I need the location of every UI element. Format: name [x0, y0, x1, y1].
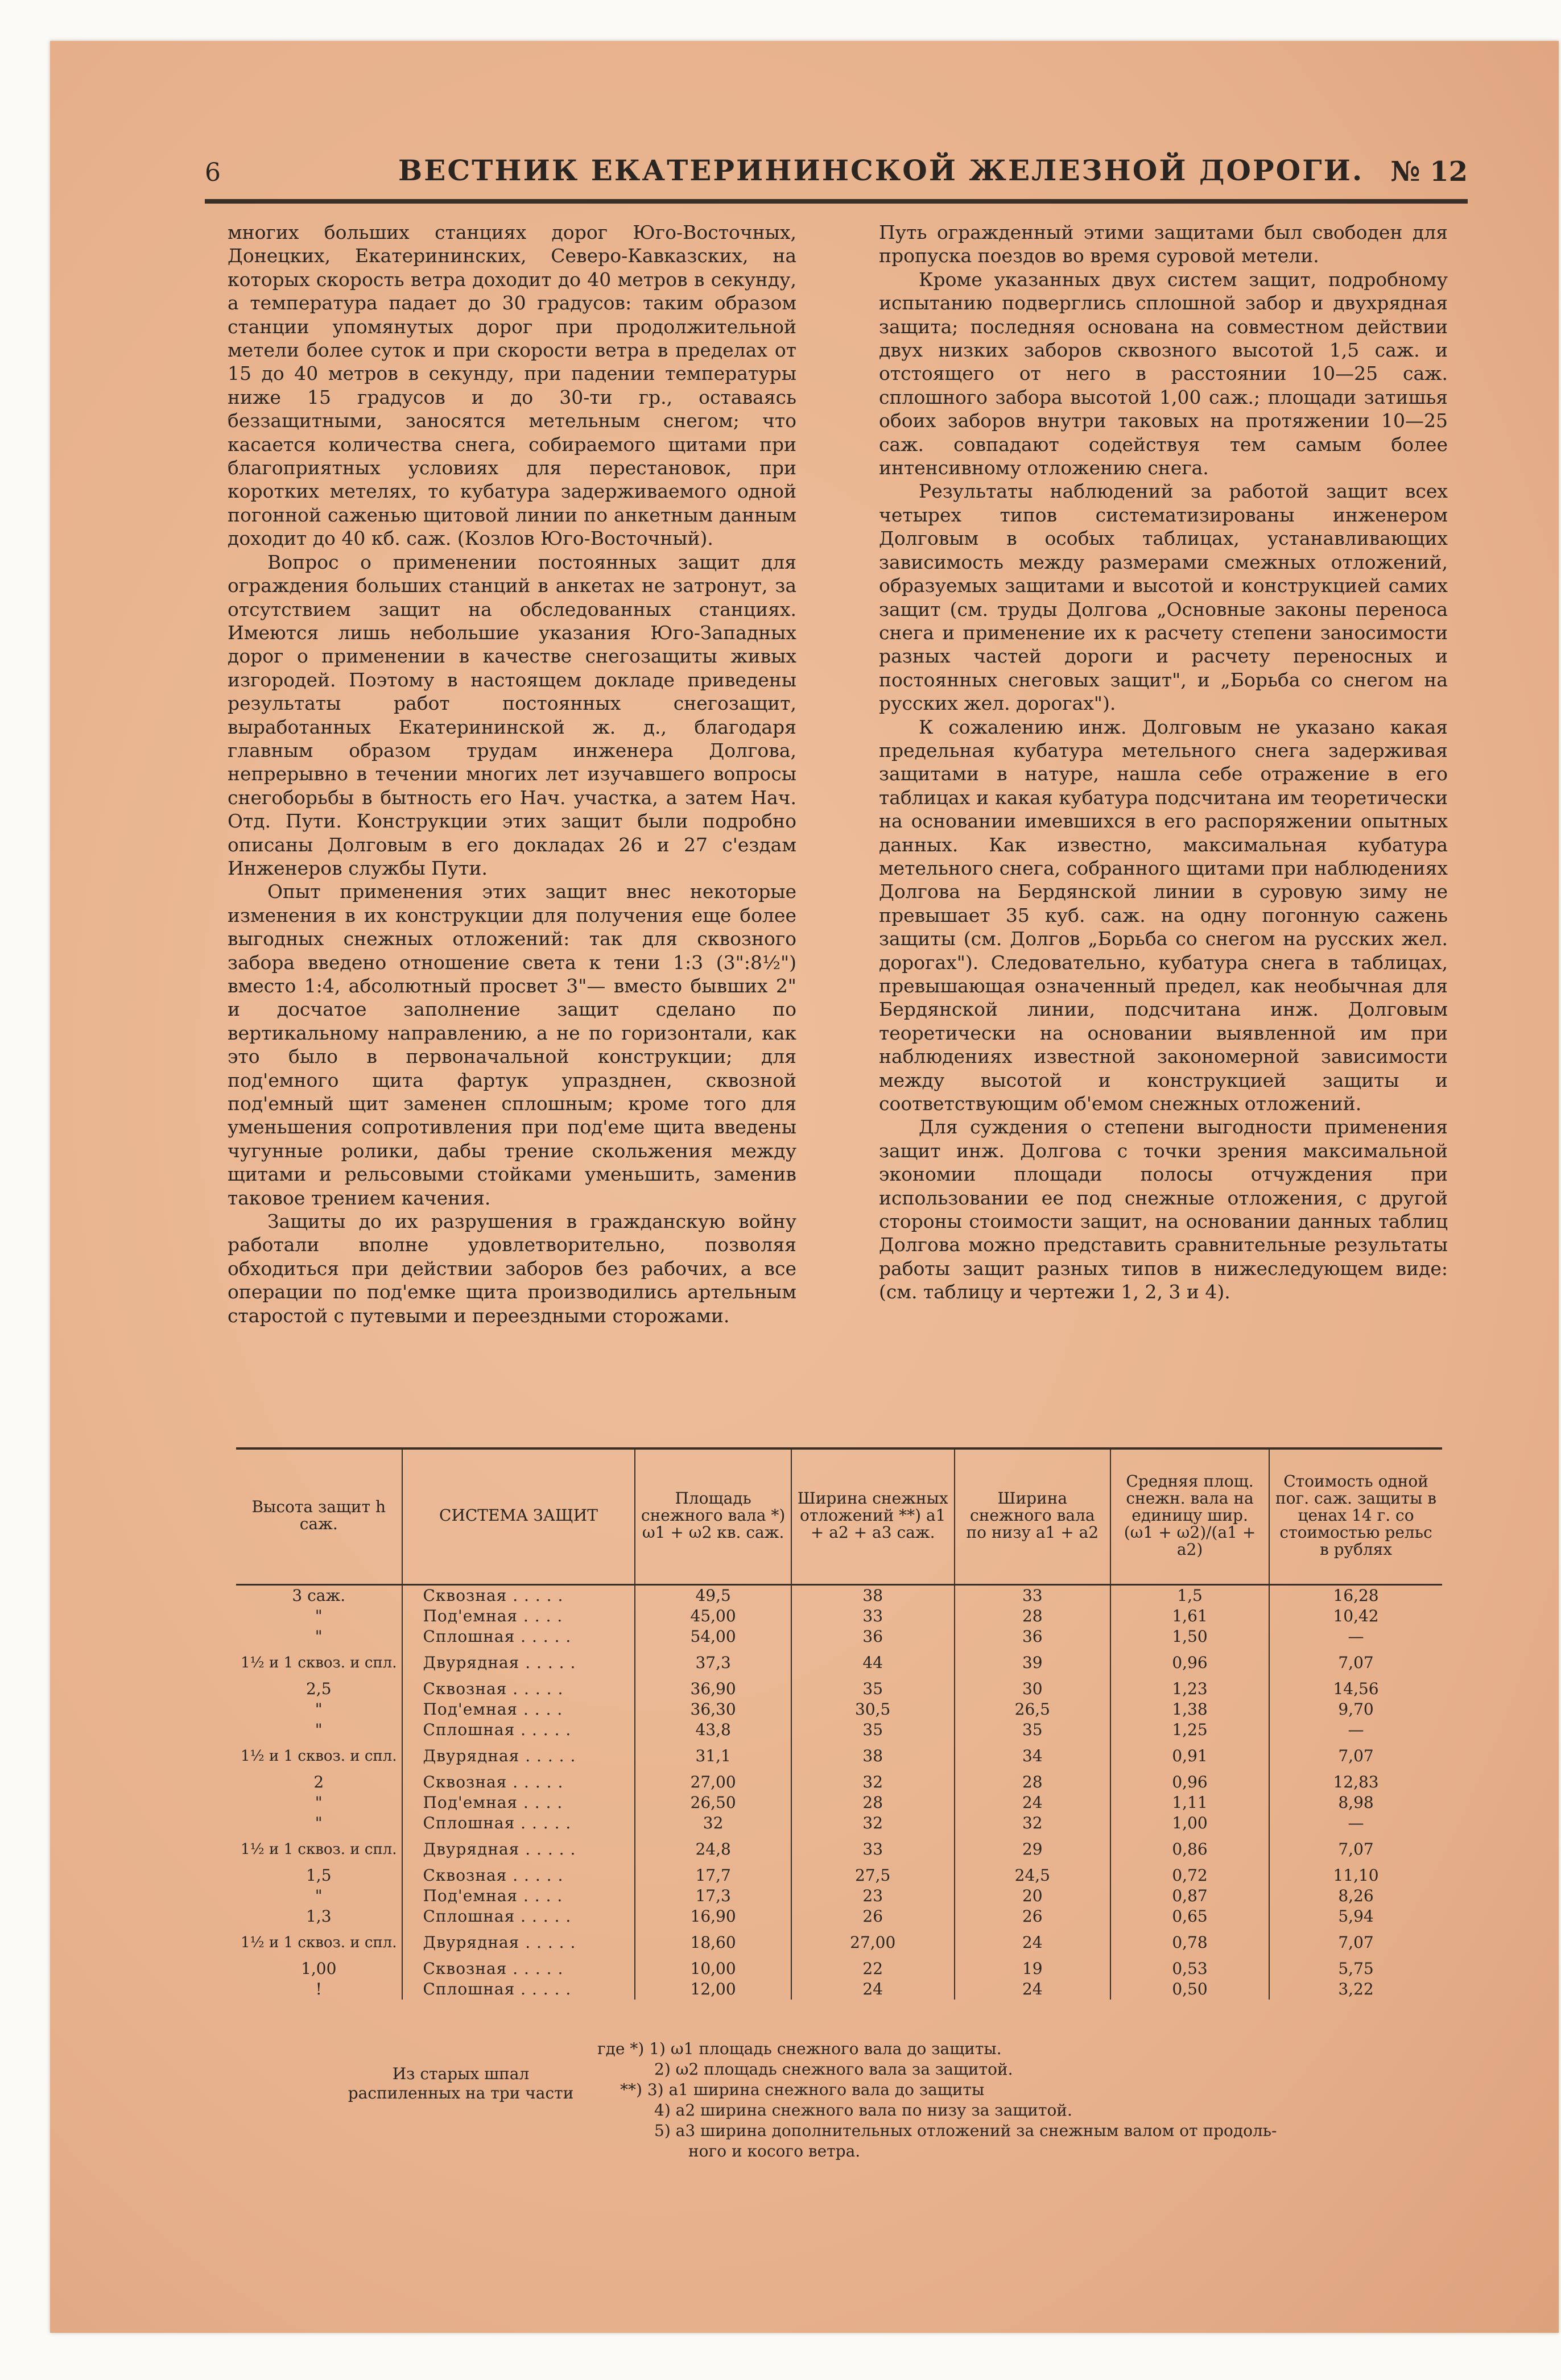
table-row	[236, 1647, 1442, 1679]
area-cell: 37,3	[635, 1647, 791, 1679]
avg-cell: 1,50	[1110, 1626, 1269, 1647]
area-cell: 10,00	[635, 1959, 791, 1979]
height-cell: !	[315, 1980, 322, 1998]
cost-cell: 9,70	[1269, 1699, 1442, 1720]
width-cell: 35	[791, 1679, 955, 1699]
cost-cell: 12,83	[1269, 1772, 1442, 1793]
paragraph: К сожалению инж. Долговым не указано какая предельная кубатура метельного снега задерживая защитами в натуре, нашла себе отражение в его таблицах и какая кубатура подсчитана им теоретически на основании имевшихся в его распоряжении опытных данных. Как известно, максимальная кубатура метельного снега, собранного щитами при наблюдениях Долгова на Бердянской линии в суровую зиму не превышает 35 куб. саж. на одну погонную сажень защиты (см. Долгов „Борьба со снегом на русских жел. дорогах"). Следовательно, кубатура снега в таблицах, превышающая означенный предел, как необычная для Бердянской линии, подсчитана инж. Долговым теоретически на основании выявленной им при наблюдениях известной закономерной зависимости между высотой и конструкцией защиты и соответствующим об'емом снежных отложений.	[879, 715, 1448, 1115]
height-cell: "	[315, 1814, 323, 1832]
height-cell: "	[315, 1793, 323, 1812]
footnote: **) 3) a1 ширина снежного вала до защиты	[620, 2080, 985, 2099]
base-cell: 30	[955, 1679, 1110, 1699]
height-cell: 1½ и 1 сквоз. и спл.	[241, 1841, 397, 1858]
column-header: Ширина снежных отложений **) a1 + a2 + a3 саж.	[791, 1447, 955, 1585]
table-row	[236, 1720, 1442, 1740]
paragraph: Защиты до их разрушения в гражданскую войну работали вполне удовлетворительно, позволяя обходиться при действии заборов без рабочих, а все операции по под'емке щита производились артельным старостой с путевыми и переездными сторожами.	[228, 1210, 796, 1327]
width-cell: 28	[791, 1793, 955, 1813]
table-row	[236, 1833, 1442, 1865]
base-cell: 24,5	[955, 1865, 1110, 1886]
table-row	[236, 1585, 1442, 1607]
page-header	[205, 154, 1468, 193]
base-cell: 24	[955, 1979, 1110, 2000]
footnote: 4) a2 ширина снежного вала по низу за защитой.	[654, 2101, 1072, 2120]
area-cell: 31,1	[635, 1740, 791, 1772]
cost-cell: 10,42	[1269, 1606, 1442, 1626]
height-cell: 2	[313, 1773, 324, 1791]
width-cell: 35	[791, 1720, 955, 1740]
side-note: Из старых шпал распиленных на три части	[348, 2064, 574, 2102]
issue-number: № 12	[1390, 156, 1468, 188]
footnote: где *) 1) ω1 площадь снежного вала до защиты.	[597, 2039, 1002, 2058]
table-footnotes	[597, 2039, 1439, 2162]
table-body	[236, 1585, 1442, 2000]
base-cell: 35	[955, 1720, 1110, 1740]
area-cell: 17,3	[635, 1886, 791, 1906]
column-header: СИСТЕМА ЗАЩИТ	[402, 1447, 635, 1585]
system-cell: Сквозная . . . . .	[402, 1865, 635, 1886]
base-cell: 28	[955, 1772, 1110, 1793]
table-row	[236, 1865, 1442, 1886]
system-cell: Под'емная . . . .	[402, 1699, 635, 1720]
cost-cell: 8,98	[1269, 1793, 1442, 1813]
footnote: ного и косого ветра.	[688, 2142, 861, 2160]
width-cell: 23	[791, 1886, 955, 1906]
system-cell: Двурядная . . . . .	[402, 1647, 635, 1679]
column-header: Высота защит h саж.	[236, 1447, 402, 1585]
table-row	[236, 1606, 1442, 1626]
width-cell: 30,5	[791, 1699, 955, 1720]
right-column	[879, 221, 1448, 1443]
table-row	[236, 1679, 1442, 1699]
system-cell: Двурядная . . . . .	[402, 1833, 635, 1865]
table-row	[236, 1813, 1442, 1833]
base-cell: 24	[955, 1793, 1110, 1813]
avg-cell: 0,91	[1110, 1740, 1269, 1772]
table-header-row	[236, 1447, 1442, 1585]
avg-cell: 0,72	[1110, 1865, 1269, 1886]
area-cell: 16,90	[635, 1906, 791, 1927]
area-cell: 17,7	[635, 1865, 791, 1886]
height-cell: "	[315, 1700, 323, 1719]
height-cell: 1½ и 1 сквоз. и спл.	[241, 1654, 397, 1671]
header-rule	[205, 199, 1468, 204]
width-cell: 33	[791, 1833, 955, 1865]
table-row	[236, 1959, 1442, 1979]
avg-cell: 1,5	[1110, 1585, 1269, 1607]
left-column	[228, 221, 796, 1443]
table-row	[236, 1906, 1442, 1927]
width-cell: 44	[791, 1647, 955, 1679]
cost-cell: 7,07	[1269, 1833, 1442, 1865]
snow-protection-table	[236, 1447, 1442, 2000]
avg-cell: 0,86	[1110, 1833, 1269, 1865]
height-cell: "	[315, 1627, 323, 1646]
width-cell: 27,00	[791, 1927, 955, 1959]
height-cell: 1,3	[305, 1907, 332, 1926]
paragraph: многих больших станциях дорог Юго-Восточных, Донецких, Екатерининских, Северо-Кавказских, на которых скорость ветра доходит до 40 метров в секунду, а температура падает до 30 градусов: таким образом станции упомянутых дорог при продолжительной метели более суток и при скорости ветра в пределах от 15 до 40 метров в секунду, при падении температуры ниже 15 градусов и до 30-ти гр., оставаясь беззащитными, заносятся метельным снегом; что касается количества снега, собираемого щитами при благоприятных условиях для перестановок, при коротких метелях, то кубатура задерживаемого одной погонной саженью щитовой линии по анкетным данным доходит до 40 кб. саж. (Козлов Юго-Восточный).	[228, 221, 796, 550]
base-cell: 28	[955, 1606, 1110, 1626]
width-cell: 36	[791, 1626, 955, 1647]
paragraph: Путь огражденный этими защитами был свободен для пропуска поездов во время суровой метели.	[879, 221, 1448, 267]
width-cell: 32	[791, 1813, 955, 1833]
cost-cell: 11,10	[1269, 1865, 1442, 1886]
table-row	[236, 1626, 1442, 1647]
table-row	[236, 1979, 1442, 2000]
cost-cell: 16,28	[1269, 1585, 1442, 1607]
system-cell: Сплошная . . . . .	[402, 1720, 635, 1740]
footnote: 2) ω2 площадь снежного вала за защитой.	[654, 2060, 1013, 2079]
cost-cell: 8,26	[1269, 1886, 1442, 1906]
height-cell: "	[315, 1886, 323, 1905]
base-cell: 34	[955, 1740, 1110, 1772]
system-cell: Под'емная . . . .	[402, 1793, 635, 1813]
cost-cell: 7,07	[1269, 1647, 1442, 1679]
system-cell: Сплошная . . . . .	[402, 1979, 635, 2000]
system-cell: Двурядная . . . . .	[402, 1927, 635, 1959]
area-cell: 36,90	[635, 1679, 791, 1699]
width-cell: 38	[791, 1585, 955, 1607]
avg-cell: 0,96	[1110, 1772, 1269, 1793]
area-cell: 36,30	[635, 1699, 791, 1720]
system-cell: Двурядная . . . . .	[402, 1740, 635, 1772]
table-row	[236, 1793, 1442, 1813]
area-cell: 18,60	[635, 1927, 791, 1959]
width-cell: 32	[791, 1772, 955, 1793]
height-cell: 1,5	[305, 1866, 332, 1885]
footnote: 5) a3 ширина дополнительных отложений за снежным валом от продоль-	[654, 2121, 1277, 2140]
area-cell: 49,5	[635, 1585, 791, 1607]
base-cell: 24	[955, 1927, 1110, 1959]
cost-cell: —	[1269, 1626, 1442, 1647]
area-cell: 26,50	[635, 1793, 791, 1813]
page-number: 6	[205, 158, 221, 187]
area-cell: 32	[635, 1813, 791, 1833]
system-cell: Сквозная . . . . .	[402, 1772, 635, 1793]
width-cell: 22	[791, 1959, 955, 1979]
avg-cell: 1,23	[1110, 1679, 1269, 1699]
column-header: Ширина снежного вала по низу a1 + a2	[955, 1447, 1110, 1585]
column-header: Стоимость одной пог. саж. защиты в ценах 14 г. со стоимостью рельс в рублях	[1269, 1447, 1442, 1585]
cost-cell: 5,94	[1269, 1906, 1442, 1927]
avg-cell: 0,96	[1110, 1647, 1269, 1679]
area-cell: 54,00	[635, 1626, 791, 1647]
system-cell: Сплошная . . . . .	[402, 1906, 635, 1927]
system-cell: Сквозная . . . . .	[402, 1679, 635, 1699]
system-cell: Под'емная . . . .	[402, 1886, 635, 1906]
table-row	[236, 1740, 1442, 1772]
system-cell: Сквозная . . . . .	[402, 1585, 635, 1607]
system-cell: Сплошная . . . . .	[402, 1626, 635, 1647]
height-cell: "	[315, 1720, 323, 1739]
avg-cell: 1,61	[1110, 1606, 1269, 1626]
cost-cell: 3,22	[1269, 1979, 1442, 2000]
avg-cell: 0,78	[1110, 1927, 1269, 1959]
column-header: Средняя площ. снежн. вала на единицу шир. (ω1 + ω2)/(a1 + a2)	[1110, 1447, 1269, 1585]
cost-cell: 14,56	[1269, 1679, 1442, 1699]
base-cell: 32	[955, 1813, 1110, 1833]
table-row	[236, 1772, 1442, 1793]
paragraph: Кроме указанных двух систем защит, подробному испытанию подверглись сплошной забор и двухрядная защита; последняя основана на совместном действии двух низких заборов сквозного высотой 1,5 саж. и отстоящего от него в расстоянии 10—25 саж. сплошного забора высотой 1,00 саж.; площади затишья обоих заборов внутри таковых на протяжении 10—25 саж. совпадают содействуя тем самым более интенсивному отложению снега.	[879, 268, 1448, 479]
width-cell: 24	[791, 1979, 955, 2000]
paragraph: Вопрос о применении постоянных защит для ограждения больших станций в анкетах не затронут, за отсутствием защит на обследованных станциях. Имеются лишь небольшие указания Юго-Западных дорог о применении в качестве снегозащиты живых изгородей. Поэтому в настоящем докладе приведены результаты работ постоянных снегозащит, выработанных Екатерининской ж. д., благодаря главным образом трудам инженера Долгова, непрерывно в течении многих лет изучавшего вопросы снегоборьбы в бытность его Нач. участка, а затем Нач. Отд. Пути. Конструкции этих защит были подробно описаны Долговым в его докладах 26 и 27 с'ездам Инженеров службы Пути.	[228, 550, 796, 879]
base-cell: 26,5	[955, 1699, 1110, 1720]
width-cell: 26	[791, 1906, 955, 1927]
area-cell: 27,00	[635, 1772, 791, 1793]
avg-cell: 1,00	[1110, 1813, 1269, 1833]
cost-cell: —	[1269, 1720, 1442, 1740]
cost-cell: 5,75	[1269, 1959, 1442, 1979]
avg-cell: 1,11	[1110, 1793, 1269, 1813]
avg-cell: 1,25	[1110, 1720, 1269, 1740]
base-cell: 33	[955, 1585, 1110, 1607]
area-cell: 24,8	[635, 1833, 791, 1865]
area-cell: 12,00	[635, 1979, 791, 2000]
width-cell: 27,5	[791, 1865, 955, 1886]
base-cell: 26	[955, 1906, 1110, 1927]
base-cell: 19	[955, 1959, 1110, 1979]
height-cell: "	[315, 1607, 323, 1625]
paragraph: Для суждения о степени выгодности применения защит инж. Долгова с точки зрения максимальной экономии площади полосы отчуждения при использовании ее под снежные отложения, с другой стороны стоимости защит, на основании данных таблиц Долгова можно представить сравнительные результаты работы защит разных типов в нижеследующем виде: (см. таблицу и чертежи 1, 2, 3 и 4).	[879, 1116, 1448, 1303]
base-cell: 36	[955, 1626, 1110, 1647]
height-cell: 1½ и 1 сквоз. и спл.	[241, 1748, 397, 1765]
base-cell: 29	[955, 1833, 1110, 1865]
journal-title: ВЕСТНИК ЕКАТЕРИНИНСКОЙ ЖЕЛЕЗНОЙ ДОРОГИ.	[398, 154, 1364, 187]
paragraph: Результаты наблюдений за работой защит всех четырех типов систематизированы инженером Долговым в особых таблицах, устанавливающих зависимость между размерами смежных отложений, образуемых защитами и высотой и конструкцией самих защит (см. труды Долгова „Основные законы переноса снега и применение их к расчету степени заносимости разных частей дороги и расчету переносных и постоянных снеговых защит", и „Борьба со снегом на русских жел. дорогах").	[879, 480, 1448, 715]
avg-cell: 0,65	[1110, 1906, 1269, 1927]
system-cell: Сквозная . . . . .	[402, 1959, 635, 1979]
table-row	[236, 1699, 1442, 1720]
table-row	[236, 1927, 1442, 1959]
system-cell: Сплошная . . . . .	[402, 1813, 635, 1833]
base-cell: 20	[955, 1886, 1110, 1906]
width-cell: 33	[791, 1606, 955, 1626]
area-cell: 43,8	[635, 1720, 791, 1740]
height-cell: 3 саж.	[292, 1586, 346, 1605]
avg-cell: 0,53	[1110, 1959, 1269, 1979]
base-cell: 39	[955, 1647, 1110, 1679]
paragraph: Опыт применения этих защит внес некоторые изменения в их конструкции для получения еще более выгодных снежных отложений: так для сквозного забора введено отношение света к тени 1:3 (3":8½") вместо 1:4, абсолютный просвет 3"— вместо бывших 2" и досчатое заполнение защит сделано по вертикальному направлению, а не по горизонтали, как это было в первоначальной конструкции; для под'емного щита фартук упразднен, сквозной под'емный щит заменен сплошным; кроме того для уменьшения сопротивления при под'еме щита введены чугунные ролики, дабы трение скольжения между щитами и рельсовыми стойками уменьшить, заменив таковое трением качения.	[228, 880, 796, 1209]
height-cell: 2,5	[305, 1679, 332, 1698]
cost-cell: —	[1269, 1813, 1442, 1833]
height-cell: 1½ и 1 сквоз. и спл.	[241, 1934, 397, 1951]
cost-cell: 7,07	[1269, 1740, 1442, 1772]
avg-cell: 0,87	[1110, 1886, 1269, 1906]
height-cell: 1,00	[301, 1959, 337, 1978]
table-row	[236, 1886, 1442, 1906]
cost-cell: 7,07	[1269, 1927, 1442, 1959]
system-cell: Под'емная . . . .	[402, 1606, 635, 1626]
avg-cell: 0,50	[1110, 1979, 1269, 2000]
width-cell: 38	[791, 1740, 955, 1772]
column-header: Площадь снежного вала *) ω1 + ω2 кв. саж.	[635, 1447, 791, 1585]
avg-cell: 1,38	[1110, 1699, 1269, 1720]
area-cell: 45,00	[635, 1606, 791, 1626]
